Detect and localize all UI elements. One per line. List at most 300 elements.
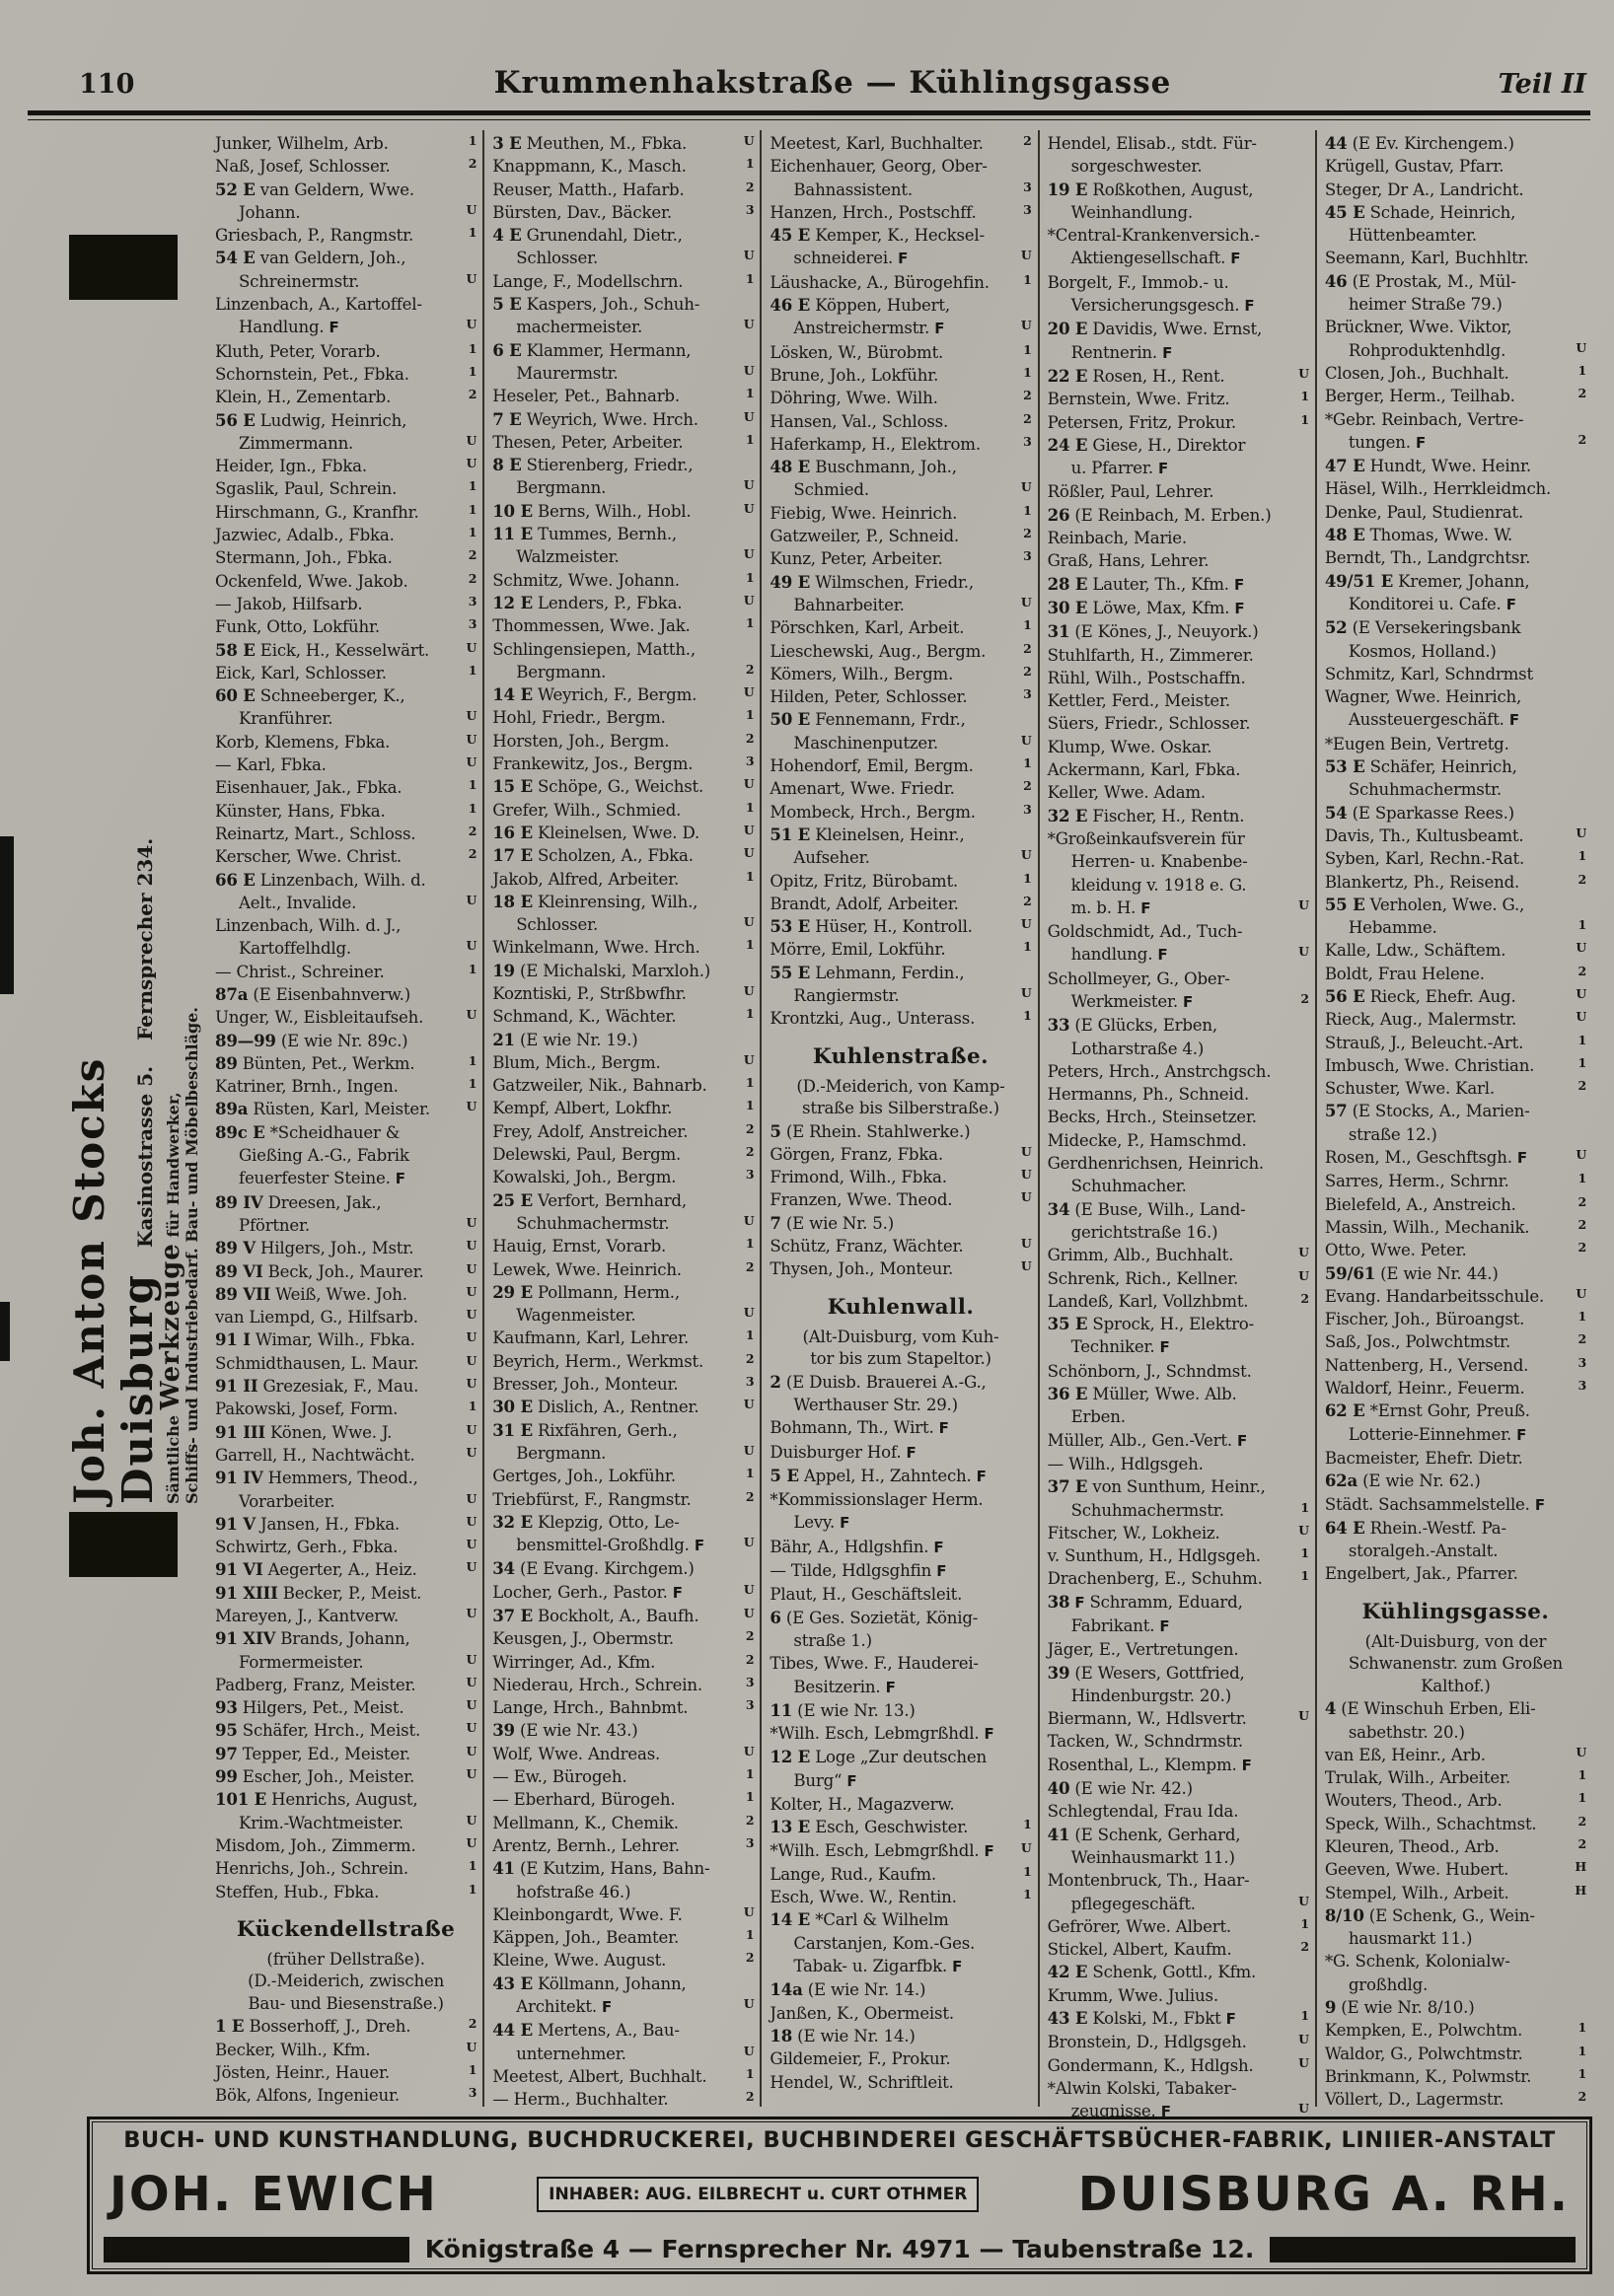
directory-entry-line: 30 E Löwe, Max, Kfm. F xyxy=(1047,597,1245,617)
directory-entry-line: 42 E Schenk, Gottl., Kfm. xyxy=(1047,1962,1257,1982)
directory-entry-line: Schuhmachermstr. xyxy=(1348,780,1502,800)
floor-marker: 2 xyxy=(468,846,477,862)
directory-entry-line: Müller, Alb., Gen.-Vert. F xyxy=(1047,1430,1248,1450)
directory-entry-line: 22 E Rosen, H., Rent. U xyxy=(1048,365,1309,388)
directory-entry-line: Lange, F., Modellschrn. 1 xyxy=(492,270,754,293)
floor-marker: U xyxy=(743,1535,755,1550)
directory-entry-line: 49 E Wilmschen, Friedr., xyxy=(770,571,974,592)
directory-entry-line: Wagenmeister. U xyxy=(492,1304,754,1327)
street-note: (Alt-Duisburg, vom Kuh- xyxy=(802,1327,999,1346)
floor-marker: U xyxy=(743,1903,755,1919)
street-note: (früher Dellstraße). xyxy=(266,1949,425,1969)
floor-marker: 3 xyxy=(1023,179,1032,194)
directory-entry-line: Architekt. F U xyxy=(492,1995,754,2019)
directory-entry-line: 89 V Hilgers, Joh., Mstr. U xyxy=(215,1237,477,1259)
floor-marker: 2 xyxy=(1577,386,1587,401)
directory-entry-line: Pörschken, Karl, Arbeit. 1 xyxy=(770,616,1031,639)
floor-marker: 1 xyxy=(468,1076,477,1092)
directory-entry-line: Werthauser Str. 29.) xyxy=(793,1395,958,1414)
floor-marker: U xyxy=(1298,1893,1309,1908)
directory-entry-line: 62 E *Ernst Gohr, Preuß. xyxy=(1324,1400,1530,1421)
floor-marker: U xyxy=(1298,1245,1309,1260)
directory-entry-line: 91 IV Hemmers, Theod., xyxy=(215,1468,418,1488)
directory-entry-line: tungen. F 2 xyxy=(1325,431,1586,455)
street-note: (D.-Meiderich, von Kamp- xyxy=(796,1076,1005,1096)
directory-columns xyxy=(207,130,1592,2121)
directory-entry-line: schneiderei. F U xyxy=(770,247,1031,270)
directory-entry-line: Lotterie-Einnehmer. F xyxy=(1348,1424,1527,1444)
directory-entry-line: Aufseher. U xyxy=(770,846,1031,869)
floor-marker: 1 xyxy=(1023,1863,1032,1879)
directory-entry-line: Gefrörer, Wwe. Albert. 1 xyxy=(1048,1915,1309,1938)
floor-marker: U xyxy=(466,1238,477,1254)
floor-marker: 3 xyxy=(468,593,477,609)
directory-entry-line: Lewek, Wwe. Heinrich. 2 xyxy=(492,1258,754,1281)
directory-entry-line: 8 E Stierenberg, Friedr., xyxy=(492,455,694,475)
directory-entry-line: Zimmermann. U xyxy=(215,432,477,455)
directory-entry-line: — Ew., Bürogeh. 1 xyxy=(492,1765,754,1788)
directory-entry-line: Reinbach, Marie. xyxy=(1047,529,1187,548)
floor-marker: 2 xyxy=(745,1120,755,1136)
banner-company-name: JOH. EWICH xyxy=(110,2166,438,2222)
floor-marker: 1 xyxy=(1023,870,1032,886)
directory-entry-line: 89 VII Weiß, Wwe. Joh. U xyxy=(215,1283,477,1306)
directory-entry-line: bensmittel-Großhdlg. F U xyxy=(492,1534,754,1557)
directory-entry-line: Hendel, Elisab., stdt. Für- xyxy=(1047,134,1257,153)
directory-entry-line: 2 (E Duisb. Brauerei A.-G., xyxy=(770,1371,987,1392)
floor-marker: 1 xyxy=(1300,411,1309,427)
directory-entry-line: Gondermann, K., Hdlgsh. U xyxy=(1048,2054,1309,2077)
directory-entry-line: 89 VI Beck, Joh., Maurer. U xyxy=(215,1260,477,1283)
directory-entry-line: v. Sunthum, H., Hdlgsgeh. 1 xyxy=(1048,1544,1309,1567)
floor-marker: 1 xyxy=(1577,1171,1587,1186)
floor-marker: 2 xyxy=(468,823,477,838)
directory-entry-line: Engelbert, Jak., Pfarrer. xyxy=(1324,1564,1518,1584)
street-note: Kalthof.) xyxy=(1421,1676,1491,1695)
directory-entry-line: Erben. xyxy=(1070,1407,1126,1427)
directory-entry-line: *Kommissionslager Herm. xyxy=(770,1490,984,1510)
directory-entry-line: 6 E Klammer, Hermann, xyxy=(492,339,692,360)
directory-entry-line: Lösken, W., Bürobmt. 1 xyxy=(770,341,1031,364)
floor-marker: 1 xyxy=(745,1927,755,1943)
floor-marker: 1 xyxy=(468,363,477,379)
floor-marker: U xyxy=(743,248,755,263)
directory-entry-line: 91 I Wimar, Wilh., Fbka. U xyxy=(215,1328,477,1351)
directory-entry-line: Schlegtendal, Frau Ida. xyxy=(1047,1802,1239,1822)
floor-marker: U xyxy=(466,1260,477,1276)
directory-entry-line: Hindenburgstr. 20.) xyxy=(1070,1686,1231,1705)
floor-marker: 1 xyxy=(1300,2008,1309,2024)
floor-marker: H xyxy=(1575,1859,1587,1875)
floor-marker: U xyxy=(1298,2032,1309,2047)
directory-entry-line: 64 E Rhein.-Westf. Pa- xyxy=(1324,1517,1506,1538)
floor-marker: U xyxy=(466,1214,477,1230)
directory-entry-line: Rangiermstr. U xyxy=(770,984,1031,1007)
directory-entry-line: Linzenbach, Wilh. d. J., xyxy=(215,916,402,936)
directory-entry-line: sorgeschwester. xyxy=(1070,157,1203,177)
directory-entry-line: 37 E Bockholt, A., Baufh. U xyxy=(492,1605,754,1627)
directory-entry-line: unternehmer. U xyxy=(492,2043,754,2065)
directory-entry-line: Werkmeister. F 2 xyxy=(1048,990,1309,1014)
directory-entry-line: Klump, Wwe. Oskar. xyxy=(1047,737,1212,756)
directory-entry-line: 91 VI Aegerter, A., Heiz. U xyxy=(215,1558,477,1581)
directory-entry-line: 58 E Eick, H., Kesselwärt. U xyxy=(215,639,477,662)
directory-entry-line: Esch, Wwe. W., Rentin. 1 xyxy=(770,1886,1031,1908)
directory-entry-line: Konditorei u. Cafe. F xyxy=(1348,594,1516,613)
directory-entry-line: 11 E Tummes, Bernh., xyxy=(492,524,677,544)
directory-entry-line: Meetest, Albert, Buchhalt. 1 xyxy=(492,2065,754,2088)
floor-marker: 1 xyxy=(1577,1032,1587,1047)
directory-entry-line: Ockenfeld, Wwe. Jakob. 2 xyxy=(215,570,477,593)
floor-marker: 2 xyxy=(468,570,477,586)
directory-entry-line: 91 III Könen, Wwe. J. U xyxy=(215,1421,477,1444)
floor-marker: 2 xyxy=(468,387,477,402)
directory-column-4 xyxy=(1038,130,1315,2121)
floor-marker: U xyxy=(1020,1167,1032,1183)
floor-marker: 1 xyxy=(745,431,755,447)
directory-entry-line: Bergmann. U xyxy=(492,1442,754,1465)
floor-marker: 1 xyxy=(1300,1568,1309,1584)
street-note: straße bis Silberstraße.) xyxy=(802,1099,999,1118)
directory-entry-line: Süers, Friedr., Schlosser. xyxy=(1047,714,1251,734)
directory-entry-line: Schuster, Wwe. Karl. 2 xyxy=(1325,1077,1586,1100)
directory-entry-line: 29 E Pollmann, Herm., xyxy=(492,1281,680,1302)
directory-entry-line: Amenart, Wwe. Friedr. 2 xyxy=(770,777,1031,800)
directory-entry-line: 14 E *Carl & Wilhelm xyxy=(770,1909,949,1930)
directory-entry-line: Gatzweiler, P., Schneid. 2 xyxy=(770,525,1031,547)
directory-entry-line: Locher, Gerh., Pastor. F U xyxy=(492,1581,754,1605)
floor-marker: 1 xyxy=(745,569,755,585)
directory-entry-line: Krontzki, Aug., Unterass. 1 xyxy=(770,1007,1031,1030)
floor-marker: 1 xyxy=(745,1098,755,1113)
directory-entry-line: 5 E Appel, H., Zahntech. F xyxy=(770,1465,987,1485)
directory-entry-line: 50 E Fennemann, Frdr., xyxy=(770,709,966,730)
floor-marker: U xyxy=(1020,1236,1032,1252)
directory-entry-line: 101 E Henrichs, August, xyxy=(215,1789,418,1810)
directory-entry-line: 4 (E Winschuh Erben, Eli- xyxy=(1324,1698,1536,1719)
directory-entry-line: Otto, Wwe. Peter. 2 xyxy=(1325,1239,1586,1261)
floor-marker: U xyxy=(743,2043,755,2058)
floor-marker: 3 xyxy=(745,1697,755,1713)
directory-entry-line: Montenbruck, Th., Haar- xyxy=(1047,1871,1250,1891)
directory-entry-line: Sarres, Herm., Schrnr. 1 xyxy=(1325,1170,1586,1192)
directory-entry-line: Walzmeister. U xyxy=(492,545,754,568)
directory-entry-line: Bronstein, D., Hdlgsgeh. U xyxy=(1048,2031,1309,2053)
directory-entry-line: — Jakob, Hilfsarb. 3 xyxy=(215,593,477,615)
floor-marker: 2 xyxy=(1577,431,1587,447)
directory-entry-line: Hauig, Ernst, Vorarb. 1 xyxy=(492,1235,754,1257)
directory-entry-line: Frimond, Wilh., Fbka. U xyxy=(770,1166,1031,1188)
header-rule-thick xyxy=(28,110,1590,115)
directory-entry-line: 44 (E Ev. Kirchengem.) xyxy=(1324,133,1514,153)
directory-entry-line: 87a (E Eisenbahnverw.) xyxy=(215,983,411,1004)
directory-entry-line: Rühl, Wilh., Postschaffn. xyxy=(1047,668,1246,687)
directory-entry-line: Brückner, Wwe. Viktor, xyxy=(1324,318,1512,337)
directory-entry-line: Völlert, D., Lagermstr. 2 xyxy=(1325,2088,1586,2111)
directory-entry-line: — Herm., Buchhalter. 2 xyxy=(492,2088,754,2111)
directory-entry-line: Bök, Alfons, Ingenieur. 3 xyxy=(215,2084,477,2107)
directory-entry-line: Graß, Hans, Lehrer. xyxy=(1047,551,1210,571)
ad-slogan xyxy=(156,306,201,1504)
directory-entry-line: 57 (E Stocks, A., Marien- xyxy=(1324,1101,1530,1121)
floor-marker: 2 xyxy=(1577,1813,1587,1829)
directory-entry-line: 52 (E Versekeringsbank xyxy=(1324,617,1521,638)
floor-marker: U xyxy=(466,1697,477,1713)
directory-entry-line: 31 E Rixfähren, Gerh., xyxy=(492,1419,678,1440)
directory-entry-line: Stuhlfarth, H., Zimmerer. xyxy=(1047,645,1254,665)
directory-entry-line: 32 E Klepzig, Otto, Le- xyxy=(492,1511,680,1532)
floor-marker: 1 xyxy=(745,1236,755,1252)
directory-entry-line: Tibes, Wwe. F., Hauderei- xyxy=(770,1654,979,1674)
directory-entry-line: 6 (E Ges. Sozietät, König- xyxy=(770,1607,979,1627)
directory-entry-line: Krim.-Wachtmeister. U xyxy=(215,1812,477,1834)
directory-entry-line: Reuser, Matth., Hafarb. 2 xyxy=(492,179,754,201)
directory-entry-line: 89a Rüsten, Karl, Meister. U xyxy=(215,1098,477,1120)
directory-entry-line: Syben, Karl, Rechn.-Rat. 1 xyxy=(1325,847,1586,870)
directory-entry-line: Schuhmachermstr. U xyxy=(492,1212,754,1235)
floor-marker: U xyxy=(1576,1147,1587,1163)
directory-entry-line: 35 E Sprock, H., Elektro- xyxy=(1047,1314,1255,1334)
ad-city: Duisburg xyxy=(113,1273,162,1504)
directory-entry-line: Keusgen, J., Obermstr. 2 xyxy=(492,1627,754,1650)
floor-marker: 1 xyxy=(745,1766,755,1782)
directory-entry-line: 89 Bünten, Pet., Werkm. 1 xyxy=(215,1052,477,1075)
floor-marker: U xyxy=(1576,940,1587,956)
floor-marker: U xyxy=(1298,1708,1309,1724)
directory-entry-line: Meetest, Karl, Buchhalter. 2 xyxy=(770,132,1031,155)
floor-marker: 2 xyxy=(1023,410,1032,426)
floor-marker: U xyxy=(466,1421,477,1437)
directory-entry-line: kleidung v. 1918 e. G. xyxy=(1070,875,1247,895)
floor-marker: 2 xyxy=(745,661,755,677)
directory-entry-line: Maschinenputzer. U xyxy=(770,732,1031,754)
floor-marker: U xyxy=(1576,985,1587,1001)
floor-marker: H xyxy=(1575,1882,1587,1898)
directory-entry-line: Goldschmidt, Ad., Tuch- xyxy=(1047,922,1243,942)
floor-marker: U xyxy=(466,270,477,286)
floor-marker: 1 xyxy=(745,868,755,884)
directory-entry-line: 43 E Köllmann, Johann, xyxy=(492,1973,687,1993)
directory-entry-line: 39 (E Wesers, Gottfried, xyxy=(1047,1662,1245,1683)
street-heading: Kuhlenstraße. xyxy=(812,1043,990,1069)
directory-entry-line: Strauß, J., Beleucht.-Art. 1 xyxy=(1325,1032,1586,1054)
directory-entry-line: — Eberhard, Bürogeh. 1 xyxy=(492,1788,754,1811)
directory-entry-line: 34 (E Buse, Wilh., Land- xyxy=(1047,1198,1246,1219)
directory-entry-line: Kömers, Wilh., Bergm. 2 xyxy=(770,663,1031,685)
directory-entry-line: 48 E Thomas, Wwe. W. xyxy=(1324,525,1513,545)
floor-marker: 1 xyxy=(1300,1499,1309,1515)
directory-entry-line: Weinhandlung. xyxy=(1070,202,1193,222)
directory-entry-line: Hilden, Peter, Schlosser. 3 xyxy=(770,685,1031,708)
directory-entry-line: Bürsten, Dav., Bäcker. 3 xyxy=(492,201,754,224)
directory-entry-line: Schlosser. U xyxy=(492,913,754,936)
directory-entry-line: Hebamme. 1 xyxy=(1325,916,1586,939)
floor-marker: 1 xyxy=(745,270,755,286)
directory-entry-line: Biermann, W., Hdlsvertr. U xyxy=(1048,1707,1309,1730)
floor-marker: U xyxy=(466,1766,477,1782)
floor-marker: 2 xyxy=(745,1628,755,1644)
directory-entry-line: 7 (E wie Nr. 5.) xyxy=(770,1212,894,1233)
directory-entry-line: 91 XIII Becker, P., Meist. xyxy=(215,1582,422,1603)
directory-entry-line: 60 E Schneeberger, K., xyxy=(215,685,405,706)
floor-marker: U xyxy=(466,708,477,724)
directory-entry-line: Hohendorf, Emil, Bergm. 1 xyxy=(770,754,1031,777)
floor-marker: U xyxy=(466,1606,477,1620)
ad-bottom-block xyxy=(69,1512,178,1577)
directory-entry-line: Burg“ F xyxy=(793,1770,857,1790)
floor-marker: 1 xyxy=(468,525,477,540)
directory-entry-line: 1 E Bosserhoff, J., Dreh. 2 xyxy=(215,2015,477,2038)
directory-entry-line: Maurermstr. U xyxy=(492,362,754,385)
directory-entry-line: Krumm, Wwe. Julius. xyxy=(1047,1985,1218,2005)
floor-marker: 2 xyxy=(1023,388,1032,403)
directory-entry-line: Seemann, Karl, Buchhltr. xyxy=(1324,249,1529,268)
part-label: Teil II xyxy=(1498,69,1586,100)
floor-marker: U xyxy=(743,1442,755,1458)
floor-marker: U xyxy=(1020,847,1032,863)
floor-marker: 1 xyxy=(745,1327,755,1343)
directory-entry-line: Franzen, Wwe. Theod. U xyxy=(770,1188,1031,1211)
directory-entry-line: Bergmann. 2 xyxy=(492,661,754,683)
directory-entry-line: Fiebig, Wwe. Heinrich. 1 xyxy=(770,502,1031,525)
floor-marker: 2 xyxy=(1577,2089,1587,2105)
directory-entry-line: Schrenk, Rich., Kellner. U xyxy=(1048,1267,1309,1290)
ad-phone: Fernsprecher 234. xyxy=(133,837,157,1040)
directory-entry-line: Bergmann. U xyxy=(492,476,754,499)
directory-entry-line: Kowalski, Joh., Bergm. 3 xyxy=(492,1166,754,1188)
directory-entry-line: 53 E Schäfer, Heinrich, xyxy=(1324,756,1517,777)
directory-entry-line: Schreinermstr. U xyxy=(215,270,477,293)
floor-marker: 2 xyxy=(1023,526,1032,541)
directory-entry-line: Schmitz, Karl, Schndrmst xyxy=(1324,664,1533,683)
directory-entry-line: 20 E Davidis, Wwe. Ernst, xyxy=(1047,319,1263,339)
directory-entry-line: van Eß, Heinr., Arb. U xyxy=(1325,1744,1586,1766)
floor-marker: 1 xyxy=(745,615,755,631)
ad-slogan-pre: Sämtliche xyxy=(164,1415,183,1504)
directory-entry-line: Kempf, Albert, Lokfhr. 1 xyxy=(492,1097,754,1119)
directory-entry-line: Janßen, K., Obermeist. xyxy=(770,2003,954,2023)
floor-marker: U xyxy=(1298,1267,1309,1283)
directory-entry-line: Bähr, A., Hdlgshfin. F xyxy=(770,1537,944,1556)
directory-entry-line: Aelt., Invalide. U xyxy=(215,892,477,914)
directory-entry-line: *Wilh. Esch, Lebmgrßhdl. F xyxy=(770,1724,994,1744)
directory-entry-line: 5 (E Rhein. Stahlwerke.) xyxy=(770,1120,971,1141)
directory-entry-line: Sgaslik, Paul, Schrein. 1 xyxy=(215,477,477,500)
directory-entry-line: 26 (E Reinbach, M. Erben.) xyxy=(1047,504,1272,525)
directory-entry-line: Borgelt, F., Immob.- u. xyxy=(1047,272,1229,292)
ad-slogan-big: Werkzeuge xyxy=(156,1243,185,1410)
floor-marker: 1 xyxy=(1023,1817,1032,1832)
directory-entry-line: 25 E Verfort, Bernhard, xyxy=(492,1189,687,1210)
directory-entry-line: 38 F Schramm, Eduard, xyxy=(1047,1591,1243,1612)
directory-entry-line: 4 E Grunendahl, Dietr., xyxy=(492,225,683,246)
directory-entry-line: 48 E Buschmann, Joh., xyxy=(770,457,957,477)
directory-entry-line: 16 E Kleinelsen, Wwe. D. U xyxy=(492,822,754,844)
floor-marker: U xyxy=(743,477,755,493)
directory-entry-line: *Großeinkaufsverein für xyxy=(1047,828,1245,848)
street-note: tor bis zum Stapeltor.) xyxy=(810,1349,991,1369)
directory-entry-line: sabethstr. 20.) xyxy=(1348,1722,1465,1742)
floor-marker: 1 xyxy=(1023,755,1032,771)
directory-entry-line: Griesbach, P., Rangmstr. 1 xyxy=(215,224,477,247)
directory-entry-line: Kalle, Ldw., Schäftem. U xyxy=(1325,939,1586,962)
floor-marker: U xyxy=(1298,1522,1309,1538)
directory-entry-line: 51 E Kleinelsen, Heinr., xyxy=(770,824,965,844)
directory-entry-line: Hirschmann, G., Kranfhr. 1 xyxy=(215,501,477,524)
directory-column-3 xyxy=(760,130,1037,2107)
directory-entry-line: Berger, Herm., Teilhab. 2 xyxy=(1325,385,1586,407)
directory-entry-line: Berndt, Th., Landgrchtsr. xyxy=(1324,548,1531,568)
directory-entry-line: 36 E Müller, Wwe. Alb. xyxy=(1047,1384,1237,1404)
directory-entry-line: Tabak- u. Zigarfbk. F xyxy=(793,1957,963,1976)
directory-entry-line: Becker, Wilh., Kfm. U xyxy=(215,2039,477,2061)
floor-marker: 1 xyxy=(1300,1915,1309,1931)
directory-entry-line: Kerscher, Wwe. Christ. 2 xyxy=(215,845,477,868)
floor-marker: 1 xyxy=(468,225,477,241)
street-note: (Alt-Duisburg, von der xyxy=(1364,1631,1547,1651)
directory-entry-line: Schuhmachermstr. 1 xyxy=(1048,1499,1309,1522)
directory-entry-line: 55 E Verholen, Wwe. G., xyxy=(1324,894,1525,914)
banner-address: Königstraße 4 — Fernsprecher Nr. 4971 — Taubenstraße 12. xyxy=(424,2235,1255,2263)
floor-marker: 1 xyxy=(745,2065,755,2081)
directory-entry-line: Rosen, M., Geschftsgh. F U xyxy=(1325,1146,1586,1170)
floor-marker: 3 xyxy=(745,753,755,769)
floor-marker: U xyxy=(1576,1285,1587,1301)
floor-marker: 1 xyxy=(1577,2043,1587,2058)
directory-entry-line: Kluth, Peter, Vorarb. 1 xyxy=(215,340,477,363)
ad-rotated-content xyxy=(65,306,201,1504)
floor-marker: U xyxy=(1576,1009,1587,1025)
directory-entry-line: Pakowski, Josef, Form. 1 xyxy=(215,1398,477,1420)
floor-marker: 1 xyxy=(468,133,477,148)
directory-entry-line: Opitz, Fritz, Bürobamt. 1 xyxy=(770,870,1031,893)
directory-entry-line: — Christ., Schreiner. 1 xyxy=(215,961,477,983)
directory-entry-line: 89c E *Scheidhauer & xyxy=(215,1121,401,1142)
floor-marker: 1 xyxy=(1023,271,1032,287)
directory-entry-line: van Liempd, G., Hilfsarb. U xyxy=(215,1306,477,1328)
directory-entry-line: Duisburger Hof. F xyxy=(770,1442,917,1462)
floor-marker: 1 xyxy=(1577,2065,1587,2081)
floor-marker: U xyxy=(1298,2101,1309,2117)
floor-marker: 2 xyxy=(745,1488,755,1504)
floor-marker: 3 xyxy=(745,1674,755,1689)
floor-marker: 2 xyxy=(1023,778,1032,794)
directory-entry-line: Massin, Wilh., Mechanik. 2 xyxy=(1325,1216,1586,1239)
floor-marker: U xyxy=(1020,1143,1032,1159)
directory-entry-line: Schmand, K., Wächter. 1 xyxy=(492,1005,754,1028)
directory-entry-line: Kozntiski, P., Strßbwfhr. U xyxy=(492,982,754,1005)
directory-entry-line: Peters, Hrch., Anstrchgsch. xyxy=(1047,1061,1272,1081)
directory-entry-line: Handlung. F U xyxy=(215,316,477,339)
floor-marker: 1 xyxy=(468,961,477,976)
directory-entry-line: Kleuren, Theod., Arb. 2 xyxy=(1325,1835,1586,1858)
directory-entry-line: 18 (E wie Nr. 14.) xyxy=(770,2025,916,2045)
floor-marker: U xyxy=(466,754,477,770)
directory-entry-line: 55 E Lehmann, Ferdin., xyxy=(770,962,965,982)
directory-entry-line: 33 (E Glücks, Erben, xyxy=(1047,1015,1217,1036)
directory-entry-line: Stermann, Joh., Fbka. 2 xyxy=(215,546,477,569)
floor-marker: 3 xyxy=(1023,686,1032,702)
floor-marker: U xyxy=(466,1352,477,1368)
directory-entry-line: Grefer, Wilh., Schmied. 1 xyxy=(492,799,754,822)
directory-entry-line: Hendel, W., Schriftleit. xyxy=(770,2072,954,2092)
floor-marker: U xyxy=(743,1606,755,1620)
floor-marker: U xyxy=(466,938,477,954)
directory-entry-line: Mellmann, K., Chemik. 2 xyxy=(492,1812,754,1834)
floor-marker: 1 xyxy=(1023,341,1032,357)
floor-marker: 2 xyxy=(1577,1193,1587,1209)
floor-marker: 2 xyxy=(745,730,755,746)
